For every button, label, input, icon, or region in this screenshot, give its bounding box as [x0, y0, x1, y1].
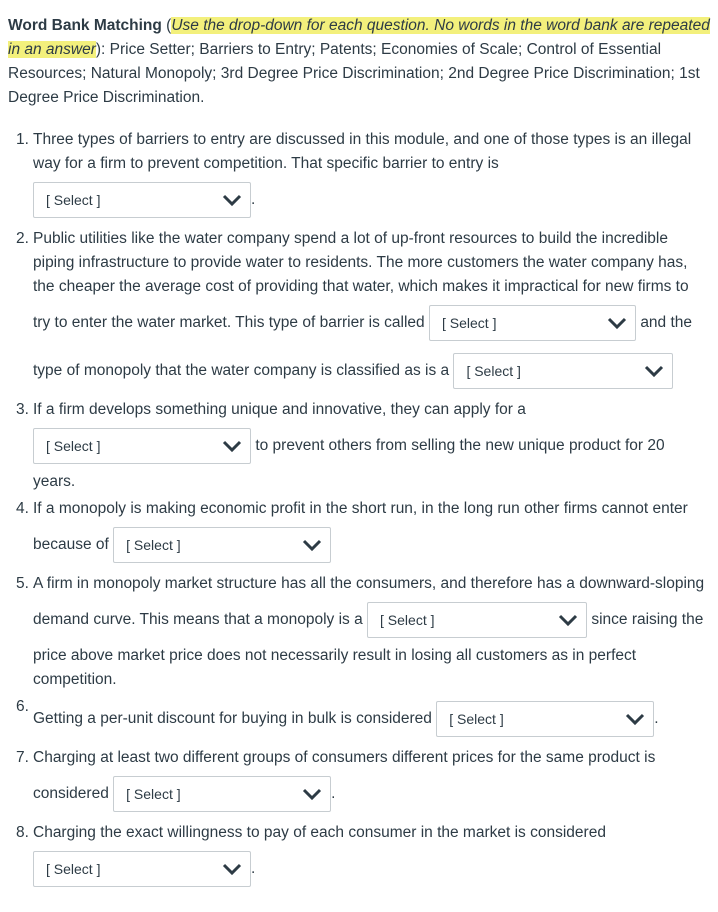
question-number: 6. [16, 698, 29, 715]
chevron-down-icon [222, 439, 242, 453]
chevron-down-icon [222, 862, 242, 876]
answer-select-3[interactable] [33, 428, 251, 464]
question-4 [8, 497, 710, 569]
question-text-after: . [654, 710, 659, 728]
question-text-after: . [251, 191, 256, 209]
answer-select-1[interactable] [33, 182, 251, 218]
question-text: Charging the exact willingness to pay of each consumer in the market is considered [33, 824, 606, 841]
answer-select-5[interactable] [367, 602, 587, 638]
answer-select-6[interactable] [436, 701, 654, 737]
answer-select-4[interactable] [113, 527, 331, 563]
question-1 [8, 128, 710, 224]
select-placeholder: [ Select ] [46, 192, 101, 208]
select-placeholder: [ Select ] [46, 861, 101, 877]
answer-select-2b[interactable] [453, 353, 673, 389]
select-placeholder: [ Select ] [442, 315, 497, 331]
intro-paren-close: ): [95, 41, 106, 58]
question-6 [8, 695, 710, 743]
answer-select-2a[interactable] [429, 305, 636, 341]
question-7 [8, 746, 710, 818]
question-text: A firm in monopoly market structure has all the consumers, and therefore has a downward-sloping demand curve. This means that a monopoly is a [33, 575, 705, 629]
question-number: 4. [16, 500, 29, 517]
intro-paragraph [8, 14, 710, 110]
question-number: 5. [16, 575, 29, 592]
question-text-after: . [251, 860, 256, 878]
question-text: If a firm develops something unique and innovative, they can apply for a [33, 401, 526, 418]
question-3 [8, 398, 710, 494]
answer-select-7[interactable] [113, 776, 331, 812]
question-number: 1. [16, 131, 29, 148]
question-text-after: . [331, 785, 336, 803]
intro-instruction: Use the drop-down for each question. No words in the word bank are repeated in an answer [8, 17, 710, 58]
question-number: 2. [16, 230, 29, 247]
select-placeholder: [ Select ] [449, 711, 504, 727]
chevron-down-icon [302, 787, 322, 801]
chevron-down-icon [302, 538, 322, 552]
question-number: 7. [16, 749, 29, 766]
intro-paren-open: ( [161, 17, 172, 34]
question-text-after: since raising the price above market price does not necessarily result in losing all customers as in perfect competition. [33, 611, 704, 688]
select-placeholder: [ Select ] [466, 363, 521, 379]
select-placeholder: [ Select ] [126, 537, 181, 553]
question-text: Three types of barriers to entry are discussed in this module, and one of those types is an illegal way for a firm to prevent competition. That specific barrier to entry is [33, 131, 692, 172]
question-text: Charging at least two different groups of consumers different prices for the same product is considered [33, 749, 656, 803]
question-number: 3. [16, 401, 29, 418]
chevron-down-icon [558, 613, 578, 627]
select-placeholder: [ Select ] [46, 438, 101, 454]
chevron-down-icon [625, 712, 645, 726]
question-list [8, 128, 710, 893]
chevron-down-icon [644, 364, 664, 378]
select-placeholder: [ Select ] [380, 612, 435, 628]
question-text: Public utilities like the water company spend a lot of up-front resources to build the incredible piping infrastructure to provide water to residents. The more customers the water company has, the cheaper the average cost of providing that water, which makes it impractical for new firms to try to enter the water market. This type of barrier is called [33, 230, 689, 332]
question-2 [8, 227, 710, 395]
chevron-down-icon [607, 316, 627, 330]
answer-select-8[interactable] [33, 851, 251, 887]
question-text: Getting a per-unit discount for buying in bulk is considered [33, 710, 432, 728]
question-8 [8, 821, 710, 893]
question-text-after: to prevent others from selling the new unique product for 20 years. [33, 437, 665, 490]
question-text-middle: and the type of monopoly that the water company is classified as is a [33, 314, 693, 380]
chevron-down-icon [222, 193, 242, 207]
word-bank: Price Setter; Barriers to Entry; Patents; Economies of Scale; Control of Essential Resources; Natural Monopoly; 3rd Degree Price Discrimination; 2nd Degree Price Discrimination; 1st Degree Price Discrimination. [8, 41, 700, 106]
intro-title: Word Bank Matching [8, 17, 162, 34]
question-number: 8. [16, 824, 29, 841]
question-text: If a monopoly is making economic profit in the short run, in the long run other firms cannot enter because of [33, 500, 688, 554]
select-placeholder: [ Select ] [126, 786, 181, 802]
question-5 [8, 572, 710, 692]
